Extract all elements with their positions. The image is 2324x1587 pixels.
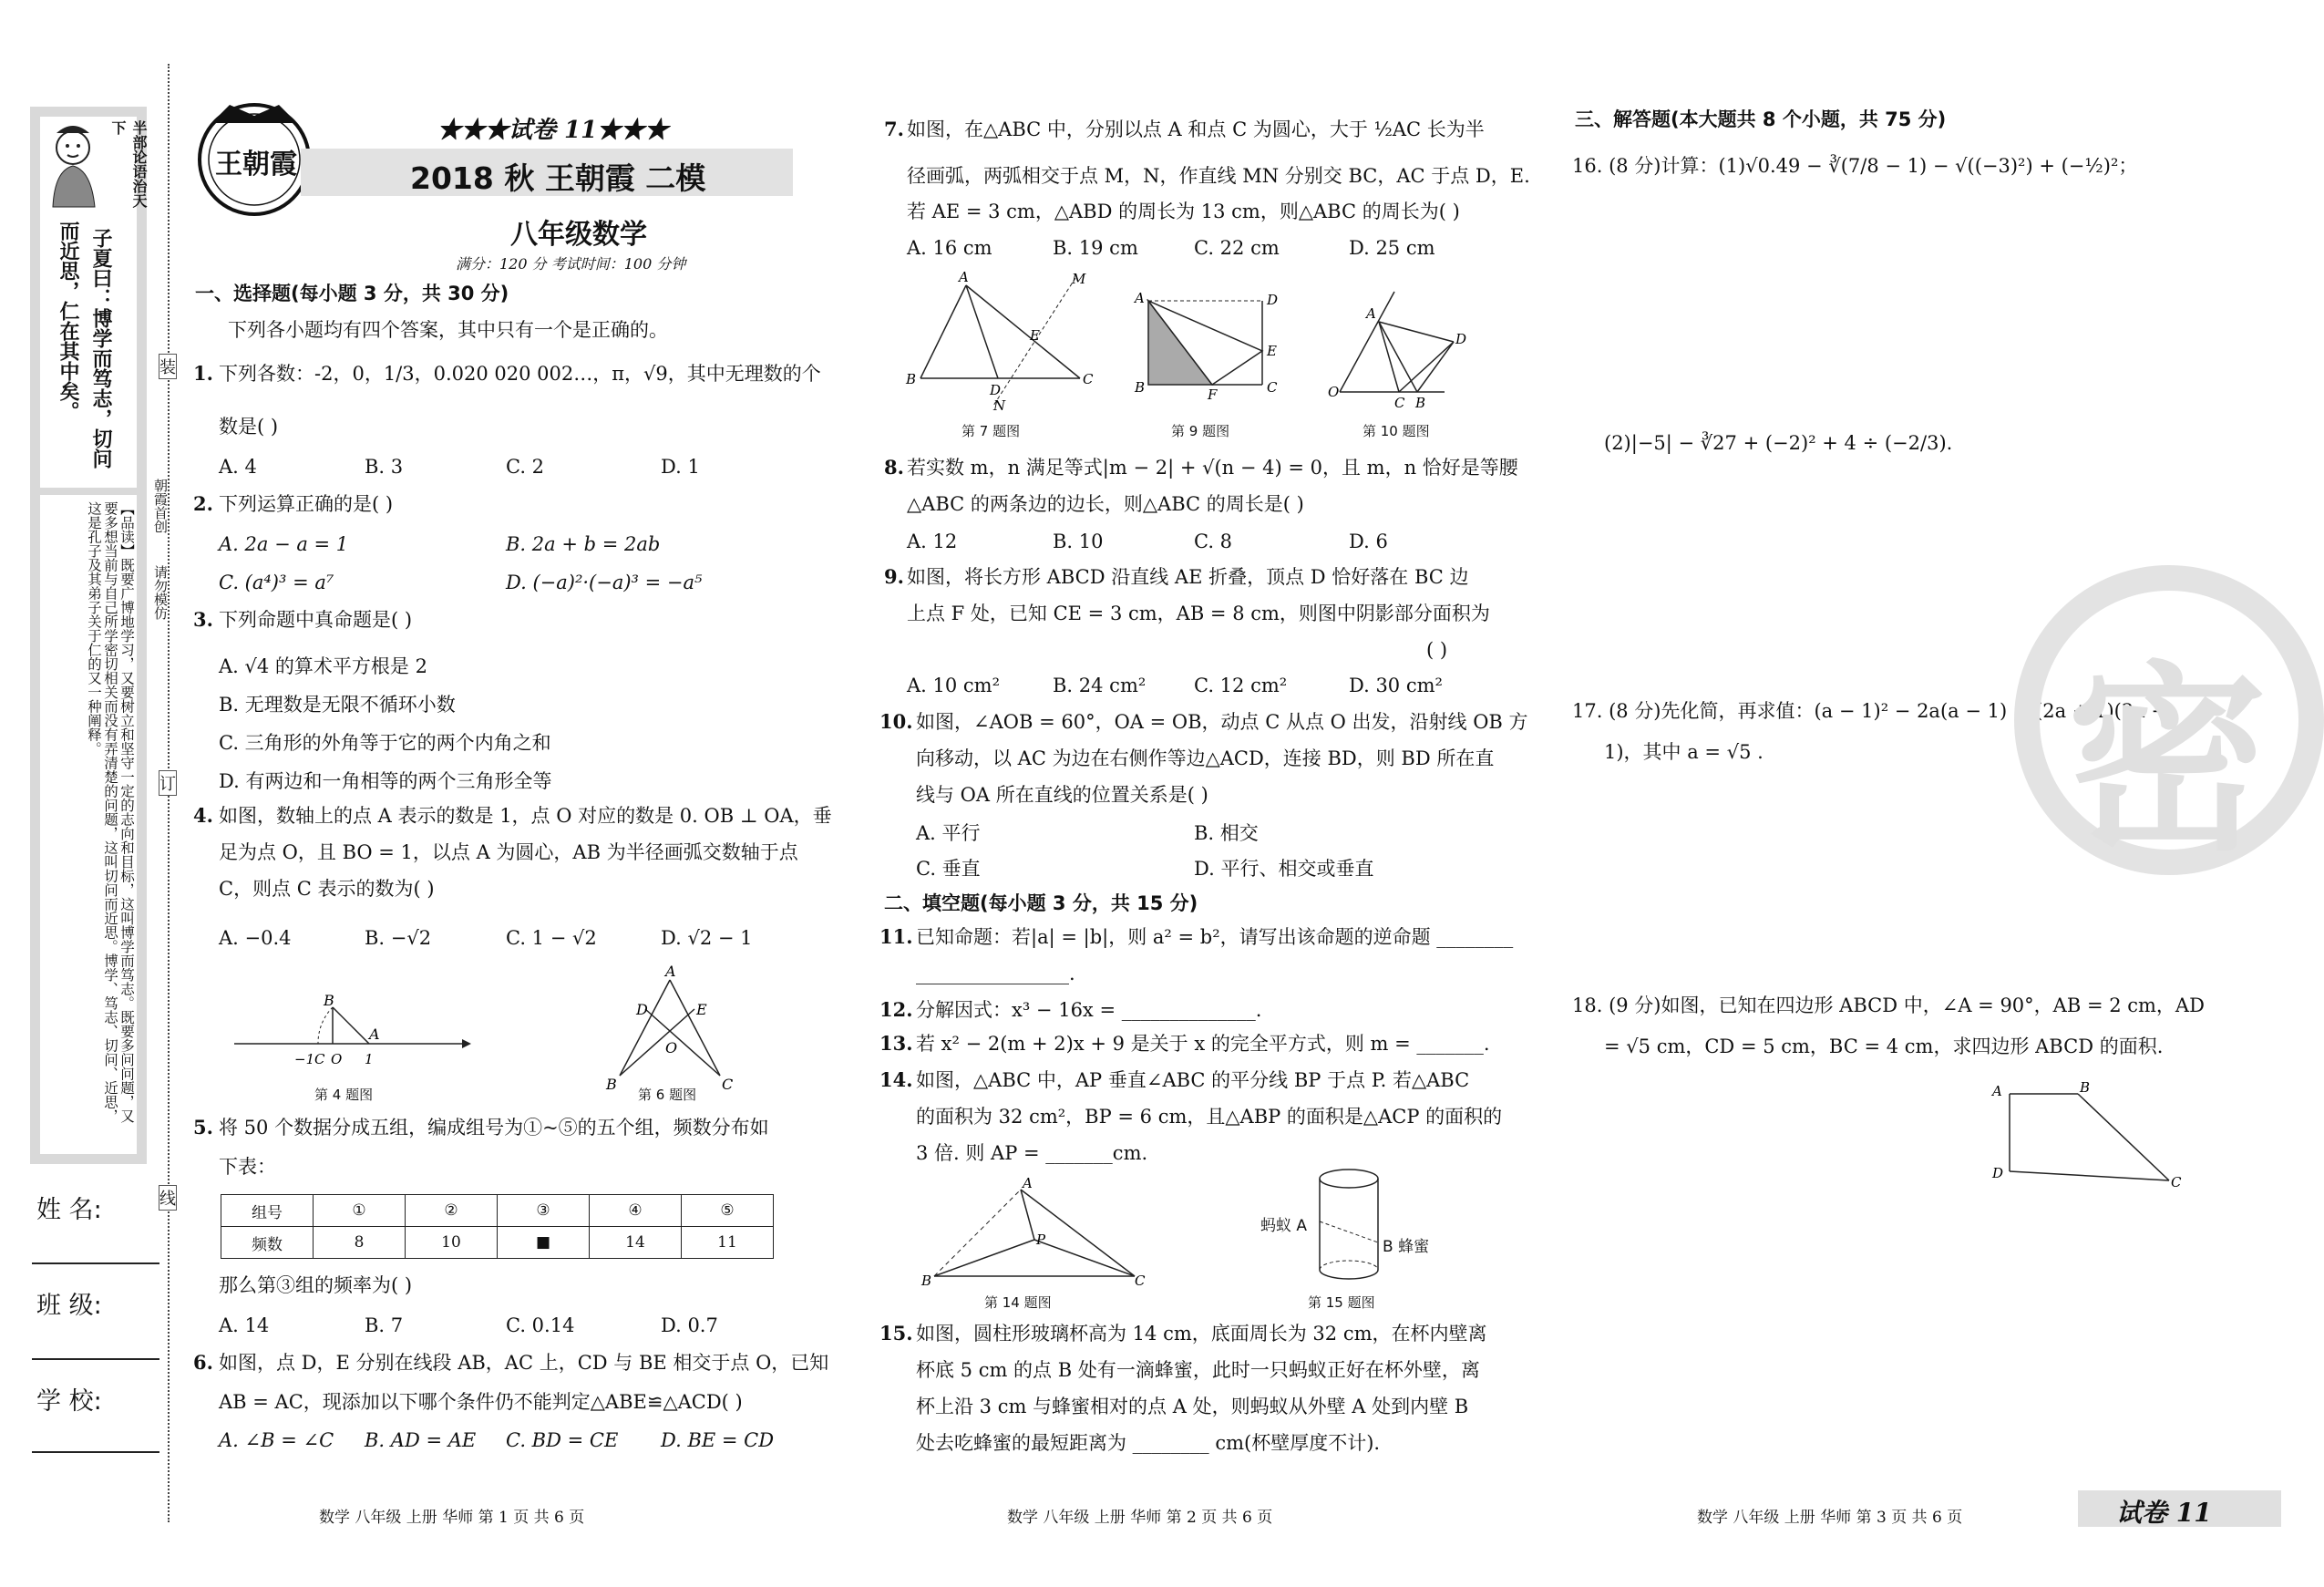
svg-text:D: D — [1267, 292, 1279, 308]
svg-text:A: A — [1366, 305, 1376, 322]
figure-7 — [902, 269, 1094, 415]
q6-number: 6. — [193, 1351, 213, 1374]
q15-line4: 处去吃蜂蜜的最短距离为 ________ cm(杯壁厚度不计). — [916, 1432, 1381, 1454]
svg-text:P: P — [1036, 1231, 1046, 1248]
stamp-text: 密 — [2067, 644, 2268, 878]
svg-text:1: 1 — [365, 1051, 374, 1067]
svg-text:N: N — [993, 397, 1006, 414]
svg-text:O: O — [1328, 384, 1340, 400]
q2-option-a[interactable]: A. 2a − a = 1 — [219, 533, 349, 555]
q10-option-b[interactable]: B. 相交 — [1194, 822, 1259, 844]
footer-page-1: 数学 八年级 上册 华师 第 1 页 共 6 页 — [319, 1509, 585, 1527]
q16-part2: (2)|−5| − ∛27 + (−2)² + 4 ÷ (−2/3). — [1604, 432, 1953, 454]
q7-option-a[interactable]: A. 16 cm — [907, 237, 992, 259]
side-mark-2: 请勿模仿 — [152, 565, 169, 620]
figure-15-caption: 第 15 题图 — [1308, 1294, 1375, 1311]
school-field[interactable] — [32, 1451, 159, 1453]
q9-line3: ( ) — [1426, 639, 1448, 661]
svg-text:F: F — [1208, 386, 1218, 403]
svg-text:B: B — [1415, 395, 1426, 411]
q6-text2: AB = AC，现添加以下哪个条件仍不能判定△ABE≌△ACD( ) — [219, 1391, 743, 1413]
sidebar-divider — [40, 488, 137, 495]
q8-number: 8. — [884, 456, 904, 479]
svg-text:A: A — [1023, 1175, 1033, 1191]
svg-text:C: C — [314, 1051, 325, 1067]
q4-number: 4. — [193, 804, 213, 827]
q14-number: 14. — [879, 1068, 913, 1091]
name-field[interactable] — [32, 1262, 159, 1264]
svg-text:−1: −1 — [294, 1051, 315, 1067]
logo-text: 王朝霞 — [215, 149, 297, 180]
paper-number: ★★★试卷 11★★★ — [437, 117, 669, 144]
q11-number: 11. — [879, 925, 913, 948]
figure-10-caption: 第 10 题图 — [1363, 423, 1430, 439]
table-cell: 14 — [590, 1227, 682, 1259]
sidebar-slogan: 半部论语治天下 — [109, 120, 148, 208]
cut-mark-2: 订 — [159, 770, 177, 796]
q14-line3: 3 倍. 则 AP = _______cm. — [916, 1142, 1148, 1164]
sidebar-quote-2: 而近思，仁在其中矣。 — [57, 221, 80, 421]
cut-mark-3: 线 — [159, 1185, 177, 1211]
svg-text:B: B — [606, 1076, 617, 1093]
q18-line1: 18. (9 分)如图，已知在四边形 ABCD 中，∠A = 90°，AB = 2 cm，AD — [1572, 994, 2205, 1016]
svg-text:A: A — [1992, 1083, 2002, 1099]
subject-title: 八年级数学 — [510, 219, 647, 251]
q7-option-c[interactable]: C. 22 cm — [1194, 237, 1280, 259]
footer-page-3: 数学 八年级 上册 华师 第 3 页 共 6 页 — [1697, 1509, 1963, 1527]
svg-text:E: E — [1030, 327, 1040, 344]
table-header-group: 组号 — [221, 1195, 314, 1227]
q15-number: 15. — [879, 1322, 913, 1345]
q6-text: 如图，点 D，E 分别在线段 AB，AC 上，CD 与 BE 相交于点 O，已知 — [219, 1352, 829, 1374]
sidebar-commentary: 【品读】既要广博地学习，又要树立和坚守一定的志向和目标，这叫博学而笃志。既要多问问题，又要多想当前与自己所学密切相关而没有弄清楚的问题，这叫切问而近思。博学、笃志、切问、近思，这是孔子及其弟子关于仁的又一种阐释。 — [86, 501, 135, 1123]
table-cell: 11 — [682, 1227, 774, 1259]
q4-option-c[interactable]: C. 1 − √2 — [506, 927, 597, 949]
svg-text:A: A — [665, 963, 676, 980]
q10-number: 10. — [879, 710, 913, 733]
svg-text:C: C — [1394, 395, 1405, 411]
sidebar-quote-1: 子夏曰：博学而笃志，切问 — [89, 228, 113, 469]
q1-option-b[interactable]: B. 3 — [365, 456, 404, 478]
figure-9 — [1126, 283, 1290, 401]
q2-number: 2. — [193, 492, 213, 515]
svg-text:B: B — [1135, 379, 1146, 396]
q5-text3: 那么第③组的频率为( ) — [219, 1274, 413, 1296]
q13-line1: 若 x² − 2(m + 2)x + 9 是关于 x 的完全平方式，则 m = _______. — [916, 1033, 1490, 1055]
table-cell: ④ — [590, 1195, 682, 1227]
svg-text:C: C — [1267, 379, 1278, 396]
q10-line1: 如图，∠AOB = 60°，OA = OB，动点 C 从点 O 出发，沿射线 OB 方 — [916, 711, 1528, 733]
q11-line1: 已知命题：若|a| = |b|，则 a² = b²，请写出该命题的逆命题 ________ — [916, 926, 1514, 948]
section3-title: 三、解答题(本大题共 8 个小题，共 75 分) — [1575, 108, 1947, 130]
q5-number: 5. — [193, 1116, 213, 1139]
q5-option-a[interactable]: A. 14 — [219, 1314, 270, 1336]
svg-text:D: D — [636, 1001, 648, 1018]
q14-line2: 的面积为 32 cm²，BP = 6 cm，且△ABP 的面积是△ACP 的面积的 — [916, 1106, 1503, 1128]
figure-4 — [232, 989, 478, 1071]
q1-text: 下列各数：-2，0，1/3，0.020 020 002…，π，√9，其中无理数的个 — [219, 363, 821, 385]
table-header-freq: 频数 — [221, 1227, 314, 1259]
ant-label: 蚂蚁 A — [1260, 1217, 1308, 1235]
q4-option-a[interactable]: A. −0.4 — [219, 927, 292, 949]
q2-option-d[interactable]: D. (−a)²·(−a)³ = −a⁵ — [506, 572, 703, 593]
name-label: 姓 名: — [36, 1196, 102, 1224]
q9-option-c[interactable]: C. 12 cm² — [1194, 675, 1288, 696]
section2-title: 二、填空题(每小题 3 分，共 15 分) — [884, 892, 1198, 914]
q7-line3: 若 AE = 3 cm，△ABD 的周长为 13 cm，则△ABC 的周长为( ) — [907, 201, 1460, 222]
footer-tag: 试卷 11 — [2116, 1498, 2212, 1528]
q10-line3: 线与 OA 所在直线的位置关系是( ) — [916, 784, 1208, 806]
q10-option-a[interactable]: A. 平行 — [916, 822, 981, 844]
svg-text:E: E — [696, 1001, 707, 1018]
q6-option-b[interactable]: B. AD = AE — [365, 1429, 477, 1451]
q10-option-d[interactable]: D. 平行、相交或垂直 — [1194, 858, 1374, 880]
confidential-stamp — [2014, 565, 2324, 878]
q3-option-d[interactable]: D. 有两边和一角相等的两个三角形全等 — [219, 770, 552, 792]
q5-option-b[interactable]: B. 7 — [365, 1314, 404, 1336]
figure-14-caption: 第 14 题图 — [984, 1294, 1052, 1311]
section1-title: 一、选择题(每小题 3 分，共 30 分) — [195, 283, 509, 304]
figure-18 — [1987, 1076, 2192, 1199]
footer-page-2: 数学 八年级 上册 华师 第 2 页 共 6 页 — [1007, 1509, 1273, 1527]
figure-6-caption: 第 6 题图 — [638, 1087, 697, 1103]
q13-number: 13. — [879, 1032, 913, 1055]
q10-line2: 向移动，以 AC 为边在右侧作等边△ACD，连接 BD，则 BD 所在直 — [916, 747, 1495, 769]
q8-option-c[interactable]: C. 8 — [1194, 531, 1233, 552]
q9-line1: 如图，将长方形 ABCD 沿直线 AE 折叠，顶点 D 恰好落在 BC 边 — [907, 566, 1469, 588]
q7-line2: 径画弧，两弧相交于点 M，N，作直线 MN 分别交 BC，AC 于点 D，E. — [907, 165, 1530, 187]
figure-6 — [602, 962, 747, 1094]
svg-text:C: C — [1083, 371, 1094, 387]
q10-option-c[interactable]: C. 垂直 — [916, 858, 981, 880]
q2-option-b[interactable]: B. 2a + b = 2ab — [506, 533, 661, 555]
q2-option-c[interactable]: C. (a⁴)³ = a⁷ — [219, 572, 334, 593]
svg-text:D: D — [1455, 331, 1467, 347]
svg-text:M: M — [1072, 271, 1086, 287]
figure-10 — [1326, 287, 1476, 410]
table-cell: ② — [406, 1195, 498, 1227]
q1-text2: 数是( ) — [219, 416, 279, 438]
q3-option-c[interactable]: C. 三角形的外角等于它的两个内角之和 — [219, 732, 551, 754]
q5-option-c[interactable]: C. 0.14 — [506, 1314, 575, 1336]
q5-option-d[interactable]: D. 0.7 — [661, 1314, 718, 1336]
svg-text:E: E — [1267, 343, 1277, 359]
q16-part1: 16. (8 分)计算：(1)√0.49 − ∛(7/8 − 1) − √((−3)²) + (−½)²； — [1572, 155, 2138, 177]
q1-number: 1. — [193, 362, 213, 385]
table-cell: 8 — [314, 1227, 406, 1259]
class-label: 班 级: — [36, 1292, 102, 1320]
figure-15 — [1312, 1165, 1385, 1283]
q3-option-a[interactable]: A. √4 的算术平方根是 2 — [219, 655, 427, 677]
table-cell: ■ — [498, 1227, 590, 1259]
q15-line3: 杯上沿 3 cm 与蜂蜜相对的点 A 处，则蚂蚁从外壁 A 处到内壁 B — [916, 1396, 1469, 1417]
svg-text:D: D — [1992, 1165, 2004, 1181]
table-cell: ① — [314, 1195, 406, 1227]
figure-9-caption: 第 9 题图 — [1171, 423, 1230, 439]
q4-text2: 足为点 O，且 BO = 1，以点 A 为圆心，AB 为半径画弧交数轴于点 — [219, 841, 798, 863]
q1-option-c[interactable]: C. 2 — [506, 456, 545, 478]
q4-option-d[interactable]: D. √2 − 1 — [661, 927, 753, 949]
svg-text:B: B — [324, 992, 334, 1009]
svg-text:B: B — [921, 1273, 932, 1289]
q4-option-b[interactable]: B. −√2 — [365, 927, 432, 949]
figure-14 — [916, 1171, 1144, 1290]
table-cell: ⑤ — [682, 1195, 774, 1227]
q6-option-d[interactable]: D. BE = CD — [661, 1429, 775, 1451]
q3-option-b[interactable]: B. 无理数是无限不循环小数 — [219, 694, 456, 716]
q4-text: 如图，数轴上的点 A 表示的数是 1，点 O 对应的数是 0. OB ⊥ OA，垂 — [219, 805, 832, 827]
svg-text:O: O — [665, 1039, 678, 1056]
svg-text:B: B — [906, 371, 917, 387]
q9-option-d[interactable]: D. 30 cm² — [1349, 675, 1443, 696]
q5-text2: 下表： — [219, 1156, 276, 1178]
q5-text: 将 50 个数据分成五组，编成组号为①~⑤的五个组，频数分布如 — [219, 1117, 769, 1139]
q2-text: 下列运算正确的是( ) — [219, 493, 394, 515]
svg-text:C: C — [2171, 1174, 2182, 1190]
table-cell: ③ — [498, 1195, 590, 1227]
scholar-figure — [44, 120, 108, 211]
q7-number: 7. — [884, 118, 904, 140]
cut-mark-1: 装 — [159, 354, 177, 379]
q3-text: 下列命题中真命题是( ) — [219, 609, 413, 631]
frequency-table — [221, 1194, 774, 1259]
q15-line1: 如图，圆柱形玻璃杯高为 14 cm，底面周长为 32 cm，在杯内壁离 — [916, 1323, 1487, 1345]
figure-7-caption: 第 7 题图 — [961, 423, 1021, 439]
class-field[interactable] — [32, 1358, 159, 1360]
section1-intro: 下列各小题均有四个答案，其中只有一个是正确的。 — [228, 319, 668, 341]
q11-line2: ________________. — [916, 963, 1075, 984]
q3-number: 3. — [193, 608, 213, 631]
exam-meta: 满分：120 分 考试时间：100 分钟 — [456, 255, 686, 273]
q9-option-b[interactable]: B. 24 cm² — [1053, 675, 1147, 696]
q6-option-c[interactable]: C. BD = CE — [506, 1429, 619, 1451]
q9-option-a[interactable]: A. 10 cm² — [907, 675, 1001, 696]
q7-option-b[interactable]: B. 19 cm — [1053, 237, 1138, 259]
svg-text:A: A — [959, 269, 969, 285]
q8-option-a[interactable]: A. 12 — [907, 531, 958, 552]
svg-text:B: B — [2080, 1079, 2091, 1096]
q18-line2: = √5 cm，CD = 5 cm，BC = 4 cm，求四边形 ABCD 的面积. — [1604, 1036, 2164, 1057]
q12-number: 12. — [879, 998, 913, 1021]
side-mark-1: 朝霞首创 — [152, 479, 169, 533]
q8-option-b[interactable]: B. 10 — [1053, 531, 1104, 552]
honey-label: B 蜂蜜 — [1383, 1238, 1430, 1256]
q14-line1: 如图，△ABC 中，AP 垂直∠ABC 的平分线 BP 于点 P. 若△ABC — [916, 1069, 1470, 1091]
q9-line2: 上点 F 处，已知 CE = 3 cm，AB = 8 cm，则图中阴影部分面积为 — [907, 603, 1490, 624]
figure-4-caption: 第 4 题图 — [314, 1087, 374, 1103]
q8-option-d[interactable]: D. 6 — [1349, 531, 1388, 552]
q4-text3: C，则点 C 表示的数为( ) — [219, 878, 435, 900]
q12-line1: 分解因式：x³ − 16x = ______________. — [916, 999, 1262, 1021]
q1-option-a[interactable]: A. 4 — [219, 456, 257, 478]
svg-text:A: A — [369, 1025, 380, 1043]
q7-option-d[interactable]: D. 25 cm — [1349, 237, 1435, 259]
q8-line2: △ABC 的两条边的边长，则△ABC 的周长是( ) — [907, 493, 1304, 515]
school-label: 学 校: — [36, 1387, 102, 1416]
q6-option-a[interactable]: A. ∠B = ∠C — [219, 1429, 334, 1451]
q9-number: 9. — [884, 565, 904, 588]
svg-text:D: D — [990, 382, 1002, 398]
svg-text:A: A — [1135, 290, 1145, 306]
q8-line1: 若实数 m，n 满足等式|m − 2| + √(n − 4) = 0，且 m，n 恰好是等腰 — [907, 457, 1518, 479]
q15-line2: 杯底 5 cm 的点 B 处有一滴蜂蜜，此时一只蚂蚁正好在杯外壁，离 — [916, 1359, 1480, 1381]
q17-line1: 17. (8 分)先化简，再求值：(a − 1)² − 2a(a − 1) + (2a + 1)(2a − — [1572, 700, 2168, 722]
q1-option-d[interactable]: D. 1 — [661, 456, 700, 478]
q7-line1: 如图，在△ABC 中，分别以点 A 和点 C 为圆心，大于 ½AC 长为半 — [907, 119, 1485, 140]
table-cell: 10 — [406, 1227, 498, 1259]
q17-line2: 1)，其中 a = √5 . — [1604, 741, 1764, 763]
svg-text:C: C — [1135, 1273, 1146, 1289]
svg-text:C: C — [722, 1076, 734, 1093]
exam-title: 2018 秋 王朝霞 二模 — [410, 160, 706, 196]
svg-text:O: O — [331, 1051, 343, 1067]
